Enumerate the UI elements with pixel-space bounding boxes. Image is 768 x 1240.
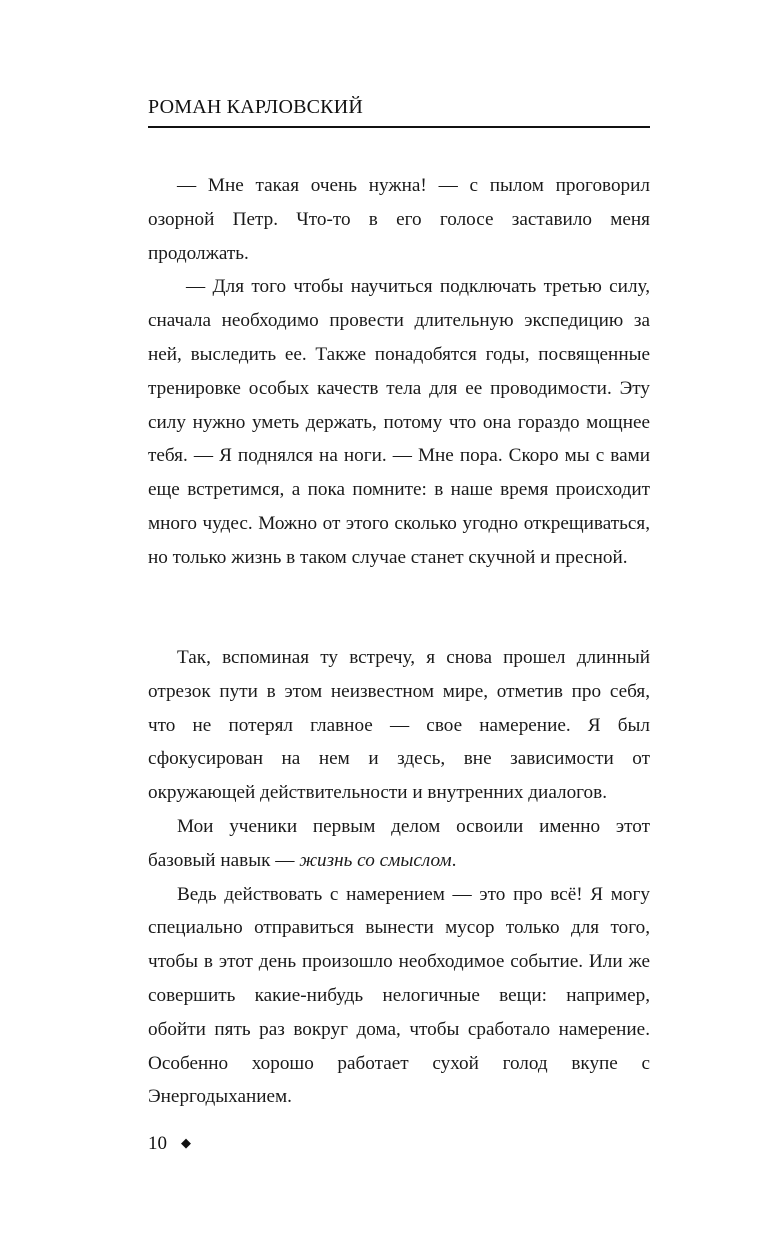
paragraph-narrative-3: Ведь действовать с намерением — это про всё! Я могу специально отправиться вынести мусор только для того, чтобы в этот день произошло необходимое событие. Или же совершить какие-нибудь нелогичные вещи: например, обойти пять раз вокруг дома, чтобы сработало намерение. Особенно хорошо работает сухой голод вкупе с Энергодыханием.	[148, 883, 650, 1108]
narrative-section	[148, 641, 650, 1114]
emphasis-phrase: жизнь со смыслом	[299, 849, 452, 871]
header-rule	[148, 126, 650, 128]
page-number: 10	[148, 1133, 167, 1154]
dialogue-section	[148, 169, 650, 575]
paragraph-narrative-2-start: Мои ученики первым делом освоили именно этот базовый навык —	[148, 815, 650, 871]
paragraph-dialogue-2: — Для того чтобы научиться подключать третью силу, сначала необходимо провести длительную экспедицию за ней, выследить ее. Также понадобятся годы, посвященные тренировке особых качеств тела для ее проводимости. Эту силу нужно уметь держать, потому что она гораздо мощнее тебя. — Я поднялся на ноги. — Мне пора. Скоро мы с вами еще встретимся, а пока помните: в наше время происходит много чудес. Можно от этого сколько угодно открещиваться, но только жизнь в таком случае станет скучной и пресной.	[148, 276, 650, 568]
paragraph-narrative-2-end: .	[451, 849, 457, 871]
paragraph-dialogue-1: — Мне такая очень нужна! — с пылом проговорил озорной Петр. Что-то в его голосе заставило меня продолжать.	[148, 175, 650, 264]
paragraph-narrative-2	[148, 810, 650, 878]
diamond-ornament-icon: ◆	[181, 1135, 191, 1150]
book-page	[148, 0, 650, 1240]
paragraph-narrative-1: Так, вспоминая ту встречу, я снова прошел длинный отрезок пути в этом неизвестном мире, отметив про себя, что не потерял главное — свое намерение. Я был сфокусирован на нем и здесь, вне зависимости от окружающей действительности и внутренних диалогов.	[148, 647, 650, 804]
running-head-author: РОМАН КАРЛОВСКИЙ	[148, 96, 363, 118]
